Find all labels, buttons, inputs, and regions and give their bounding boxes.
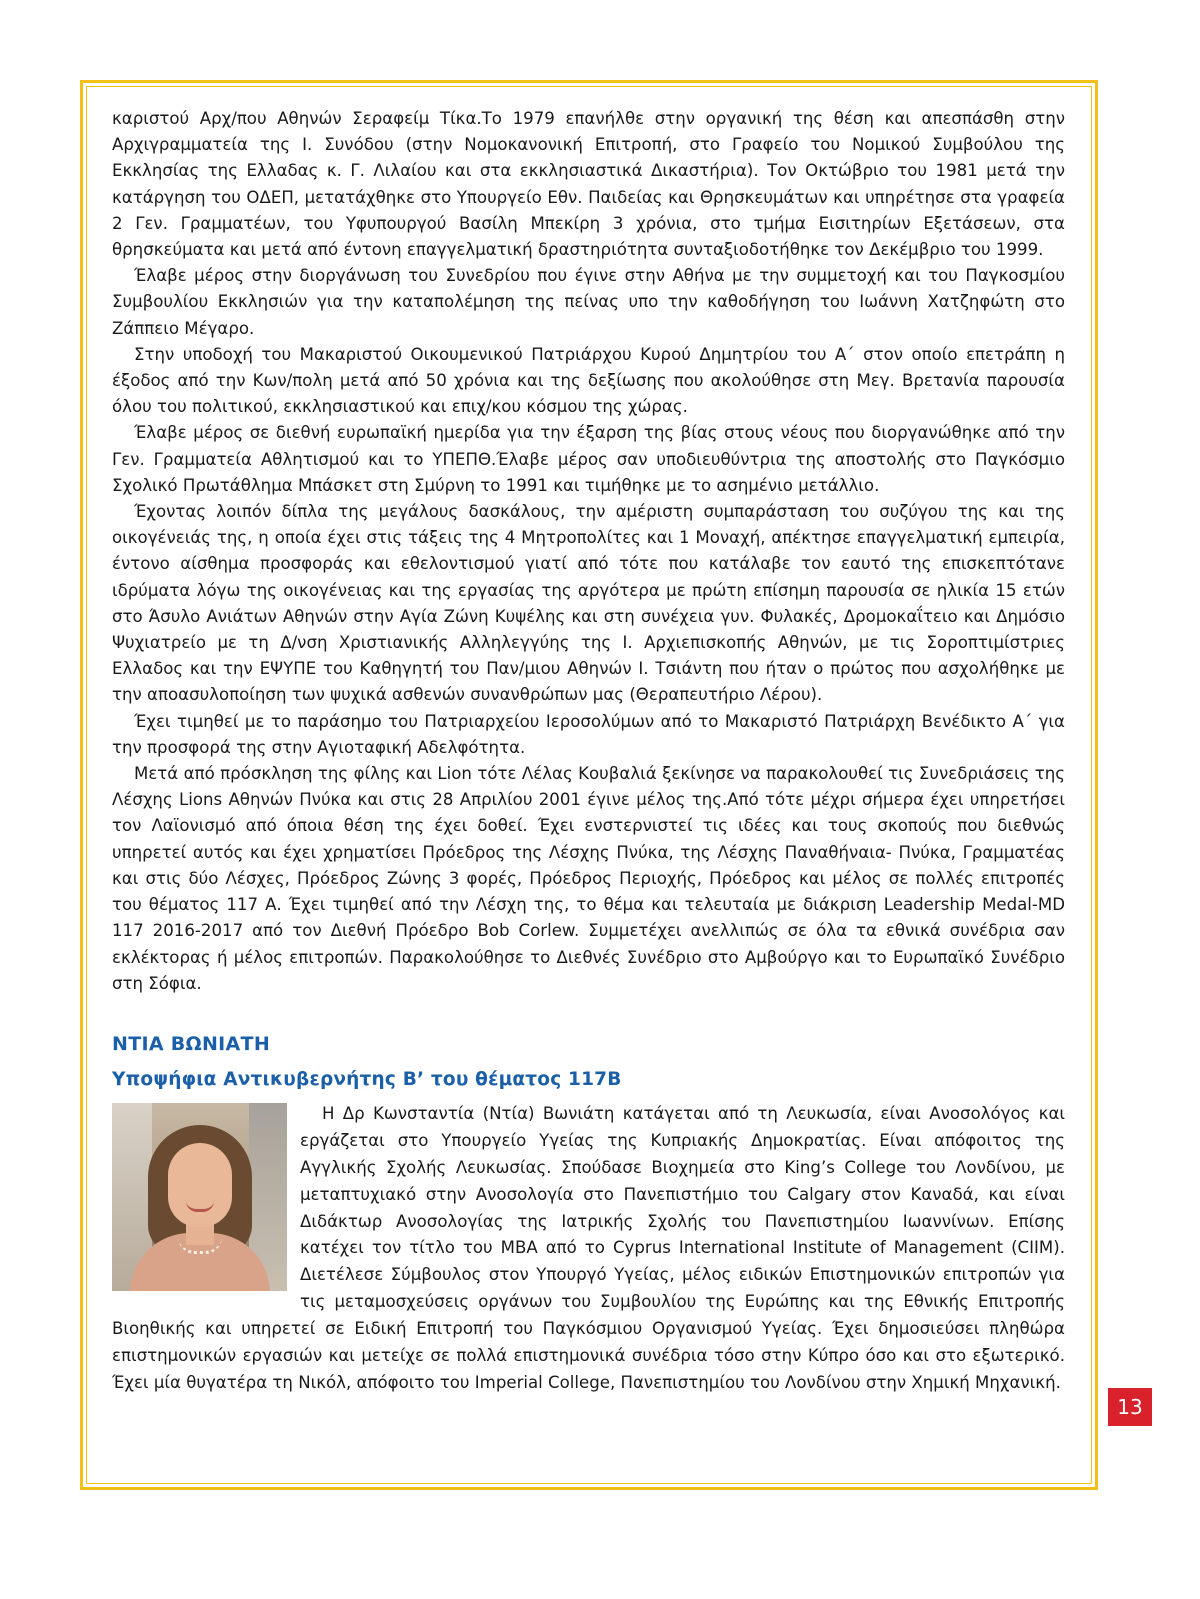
candidate-bio: Η Δρ Κωνσταντία (Ντία) Βωνιάτη κατάγεται από τη Λευκωσία, είναι Ανοσολόγος και εργάζεται στο Υπουργείο Υγείας της Κυπριακής Δημοκρατίας. Είναι απόφοιτος της Αγγλικής Σχολής Λευκωσίας. Σπούδασε Βιοχημεία στο King’s College του Λονδίνου, με μεταπτυχιακό στην Ανοσολογία στο Πανεπιστήμιο του Calgary στον Καναδά, και είναι Διδάκτωρ Ανοσολογίας της Ιατρικής Σχολής του Πανεπιστημίου Ιωαννίνων. Επίσης κατέχει τον τίτλο του MBA από το Cyprus International Institute of Management (CIIM). Διετέλεσε Σύμβουλος στον Υπουργό Υγείας, μέλος ειδικών Επιστημονικών επιτροπών για τις μεταμοσχεύσεις οργάνων του Συμβουλίου της Ευρώπης και της Εθνικής Επιτροπής Βιοηθικής και υπηρετεί σε Ειδική Επιτροπή του Παγκόσμιου Οργανισμού Υγείας. Έχει δημοσιεύσει πληθώρα επιστημονικών εργασιών και μετείχε σε πολλά επιστημονικά συνέδρια τόσο στην Κύπρο όσο και στο εξωτερικό. Έχει μία θυγατέρα τη Νικόλ, απόφοιτο του Imperial College, Πανεπιστημίου του Λονδίνου στην Χημική Μηχανική. (112, 1103, 1065, 1392)
paragraph-6: Έχει τιμηθεί με το παράσημο του Πατριαρχείου Ιεροσολύμων από το Μακαριστό Πατριάρχη Βενέδικτο Α΄ για την προσφορά της στην Αγιοταφική Αδελφότητα. (112, 711, 1065, 757)
article-body (112, 106, 1065, 1397)
paragraph-5: Έχοντας λοιπόν δίπλα της μεγάλους δασκάλους, την αμέριστη συμπαράσταση του συζύγου της και της οικογένειάς της, η οποία έχει στις τάξεις της 4 Μητροπολίτες και 1 Μοναχή, απέκτησε επαγγελματική εμπειρία, έντονο αίσθημα προσφοράς και εθελοντισμού γιατί από τότε που κατάλαβε τον εαυτό της επισκεπτότανε ιδρύματα λόγω της οικογένειας και της εργασίας της αργότερα με πρώτη επίσημη παρουσία σε ηλικία 15 ετών στο Άσυλο Ανιάτων Αθηνών στην Αγία Ζώνη Κυψέλης και στη συνέχεια γυν. Φυλακές, Δρομοκαΐτειο και Δημόσιο Ψυχιατρείο με τη Δ/νση Χριστιανικής Αλληλεγγύης της Ι. Αρχιεπισκοπής Αθηνών, με τις Σοροπτιμίστριες Ελλαδος και την ΕΨΥΠΕ του Καθηγητή του Παν/μιου Αθηνών Ι. Τσιάντη που ήταν ο πρώτος που ασχολήθηκε με την αποασυλοποίηση των ψυχικά ασθενών συνανθρώπων μας (Θεραπευτήριο Λέρου). (112, 502, 1065, 705)
paragraph-2: Έλαβε μέρος στην διοργάνωση του Συνεδρίου που έγινε στην Αθήνα με την συμμετοχή και του Παγκοσμίου Συμβουλίου Εκκλησιών για την καταπολέμηση της πείνας υπο την καθοδήγηση του Ιωάννη Χατζηφώτη στο Ζάππειο Μέγαρο. (112, 266, 1065, 338)
page-number-badge: 13 (1108, 1388, 1152, 1426)
paragraph-7: Μετά από πρόσκληση της φίλης και Lion τότε Λέλας Κουβαλιά ξεκίνησε να παρακολουθεί τις Συνεδριάσεις της Λέσχης Lions Αθηνών Πνύκα και στις 28 Απριλίου 2001 έγινε μέλος της.Από τότε μέχρι σήμερα έχει υπηρετήσει τον Λαϊονισμό από όποια θέση της έχει δοθεί. Έχει ενστερνιστεί τις ιδέες και τους σκοπούς που διεθνώς υπηρετεί αυτός και έχει χρηματίσει Πρόεδρος της Λέσχης Πνύκα, της Λέσχης Παναθήναια- Πνύκα, Γραμματέας και στις δύο Λέσχες, Πρόεδρος Ζώνης 3 φορές, Πρόεδρος Περιοχής, Πρόεδρος και μέλος σε πολλές επιτροπές του θέματος 117 Α. Έχει τιμηθεί από την Λέσχη της, το θέμα και τελευταία με διάκριση Leadership Medal-MD 117 2016-2017 από τον Διεθνή Πρόεδρο Bob Corlew. Συμμετέχει ανελλιπώς σε όλα τα εθνικά συνέδρια σαν εκλέκτορας ή μέλος επιτροπών. Παρακολούθησε το Διεθνές Συνέδριο στο Αμβούργο και το Ευρωπαϊκό Συνέδριο στη Σόφια. (112, 764, 1065, 993)
candidate-photo (112, 1103, 287, 1291)
paragraph-4: Έλαβε μέρος σε διεθνή ευρωπαϊκή ημερίδα για την έξαρση της βίας στους νέους που διοργανώθηκε από την Γεν. Γραμματεία Αθλητισμού και το ΥΠΕΠΘ.Έλαβε μέρος σαν υποδιευθύντρια της αποστολής στο Παγκόσμιο Σχολικό Πρωτάθλημα Μπάσκετ στη Σμύρνη το 1991 και τιμήθηκε με το ασημένιο μετάλλιο. (112, 423, 1065, 495)
paragraph-1: καριστού Αρχ/που Αθηνών Σεραφείμ Τίκα.Το 1979 επανήλθε στην οργανική της θέση και απεσπάσθη στην Αρχιγραμματεία της Ι. Συνόδου (στην Νομοκανονική Επιτροπή, στο Γραφείο του Νομικού Συμβούλου της Εκκλησίας της Ελλαδας κ. Γ. Λιλαίου και στα εκκλησιαστικά Δικαστήρια). Τον Οκτώβριο του 1981 μετά την κατάργηση του ΟΔΕΠ, μετατάχθηκε στο Υπουργείο Εθν. Παιδείας και Θρησκευμάτων και υπηρέτησε στα γραφεία 2 Γεν. Γραμματέων, του Υφυπουργού Βασίλη Μπεκίρη 3 χρόνια, στο τμήμα Εισιτηρίων Εξετάσεων, στα θρησκεύματα και μετά από έντονη επαγγελματική δραστηριότητα συνταξιοδοτήθηκε τον Δεκέμβριο του 1999. (112, 109, 1065, 260)
paragraph-3: Στην υποδοχή του Μακαριστού Οικουμενικού Πατριάρχου Κυρού Δημητρίου του Α΄ στον οποίο επετράπη η έξοδος από την Κων/πολη μετά από 50 χρόνια και της δεξίωσης που ακολούθησε στη Μεγ. Βρετανία παρουσία όλου του πολιτικού, εκκλησιαστικού και επιχ/κου κόσμου της χώρας. (112, 344, 1065, 417)
candidate-role: Υποψήφια Αντικυβερνήτης Β’ του θέματος 117Β (112, 1068, 622, 1090)
candidate-bio-section (112, 1101, 1065, 1397)
candidate-name: ΝΤΙΑ ΒΩΝΙΑΤΗ (112, 1032, 271, 1055)
